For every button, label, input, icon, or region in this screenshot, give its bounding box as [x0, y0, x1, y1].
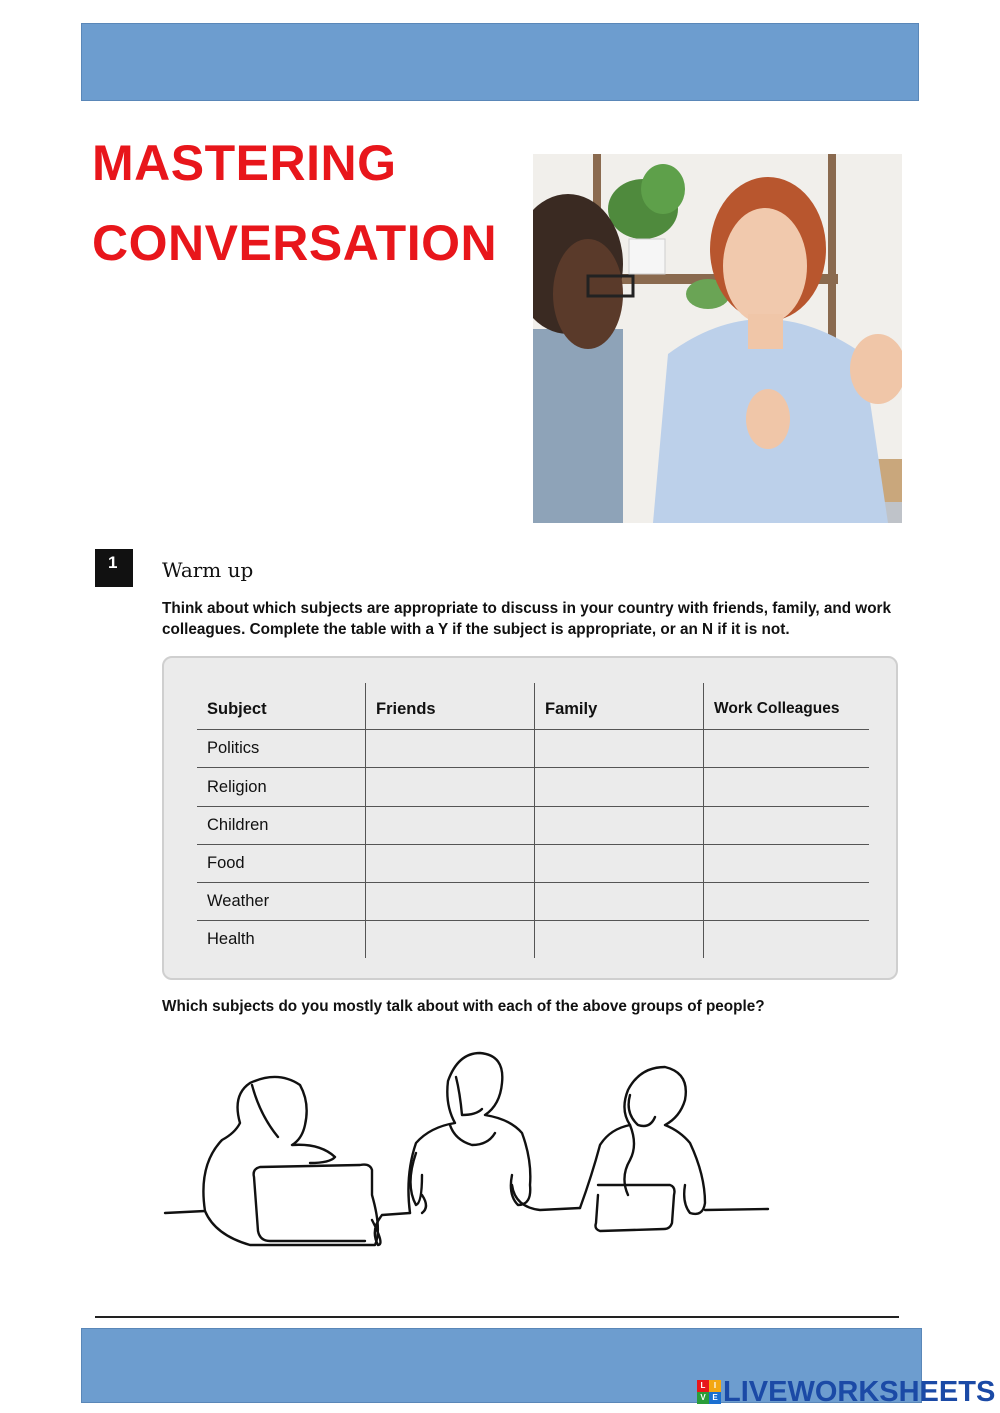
header-subject: Subject	[197, 683, 366, 730]
subject-cell: Politics	[197, 730, 366, 768]
work-answer-cell[interactable]	[704, 768, 870, 807]
subject-cell: Religion	[197, 768, 366, 807]
family-answer-cell[interactable]	[535, 921, 704, 959]
footer-divider	[95, 1316, 899, 1318]
header-family: Family	[535, 683, 704, 730]
section-number-badge: 1	[95, 549, 133, 587]
friends-answer-cell[interactable]	[366, 807, 535, 845]
table-header-row	[197, 683, 869, 730]
table-row	[197, 730, 869, 768]
header-friends: Friends	[366, 683, 535, 730]
friends-answer-cell[interactable]	[366, 883, 535, 921]
friends-answer-cell[interactable]	[366, 921, 535, 959]
title-line-2: CONVERSATION	[92, 215, 498, 271]
header-work-colleagues: Work Colleagues	[704, 683, 870, 730]
title-line-1: MASTERING	[92, 135, 397, 191]
instructions-text: Think about which subjects are appropriate to discuss in your country with friends, family, and work colleagues. Complete the table with a Y if the subject is appropriate, or an N if it is not.	[162, 600, 891, 638]
family-answer-cell[interactable]	[535, 768, 704, 807]
table-row	[197, 768, 869, 807]
conversation-photo	[533, 154, 902, 523]
subject-cell: Children	[197, 807, 366, 845]
liveworksheets-brand-text: LIVEWORKSHEETS	[723, 1375, 996, 1408]
work-answer-cell[interactable]	[704, 845, 870, 883]
liveworksheets-badge-icon: L I V E	[697, 1380, 721, 1404]
friends-answer-cell[interactable]	[366, 730, 535, 768]
work-answer-cell[interactable]	[704, 807, 870, 845]
table-row	[197, 845, 869, 883]
subject-table-panel	[162, 656, 898, 980]
top-banner	[81, 23, 919, 101]
subject-table	[197, 683, 869, 958]
work-answer-cell[interactable]	[704, 730, 870, 768]
discussion-question: Which subjects do you mostly talk about with each of the above groups of people?	[162, 998, 765, 1015]
family-answer-cell[interactable]	[535, 845, 704, 883]
friends-answer-cell[interactable]	[366, 845, 535, 883]
subject-cell: Food	[197, 845, 366, 883]
line-drawing-people-illustration	[160, 1045, 775, 1255]
family-answer-cell[interactable]	[535, 730, 704, 768]
subject-cell: Health	[207, 930, 255, 948]
friends-answer-cell[interactable]	[366, 768, 535, 807]
family-answer-cell[interactable]	[535, 883, 704, 921]
family-answer-cell[interactable]	[535, 807, 704, 845]
subject-cell: Weather	[197, 883, 366, 921]
section-title: Warm up	[162, 558, 254, 582]
table-row	[197, 883, 869, 921]
table-row	[197, 807, 869, 845]
work-answer-cell[interactable]	[704, 883, 870, 921]
work-answer-cell[interactable]	[704, 921, 870, 959]
table-row	[197, 921, 869, 959]
liveworksheets-logo	[697, 1375, 995, 1409]
